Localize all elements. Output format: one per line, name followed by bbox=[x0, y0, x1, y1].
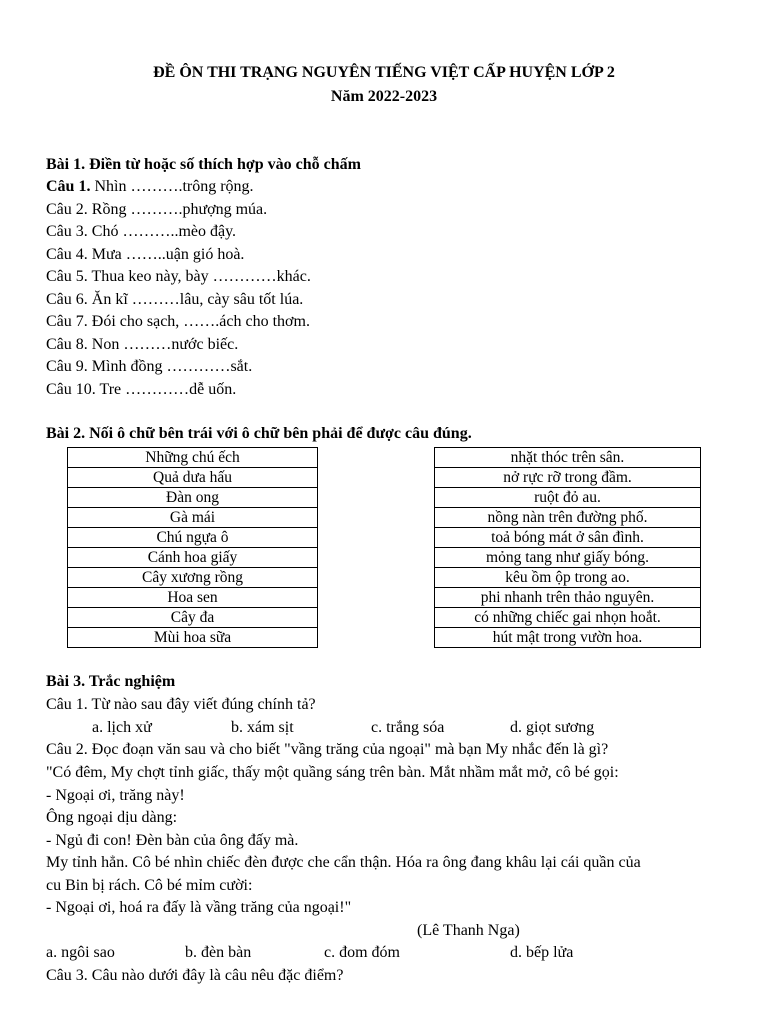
bai1-question-7: Câu 7. Đói cho sạch, …….ách cho thơm. bbox=[46, 313, 310, 330]
question-text: Nhìn ……….trông rộng. bbox=[90, 178, 254, 195]
right-cell: phi nhanh trên thảo nguyên. bbox=[435, 588, 701, 608]
left-cell: Gà mái bbox=[68, 508, 318, 528]
right-cell: hút mật trong vườn hoa. bbox=[435, 628, 701, 648]
q2-option-d: d. bếp lửa bbox=[510, 944, 574, 961]
question-label: Câu 1. bbox=[46, 178, 91, 195]
right-cell: nồng nàn trên đường phố. bbox=[435, 508, 701, 528]
bai1-question-9: Câu 9. Mình đồng …………sắt. bbox=[46, 358, 253, 375]
left-cell: Hoa sen bbox=[68, 588, 318, 608]
right-cell: nhặt thóc trên sân. bbox=[435, 448, 701, 468]
bai3-question-3: Câu 3. Câu nào dưới đây là câu nêu đặc điểm? bbox=[46, 967, 344, 984]
left-cell: Những chú ếch bbox=[68, 448, 318, 468]
q2-option-b: b. đèn bàn bbox=[185, 944, 252, 961]
passage-author: (Lê Thanh Nga) bbox=[417, 922, 520, 939]
right-column-table bbox=[434, 447, 701, 648]
bai1-question-5: Câu 5. Thua keo này, bày …………khác. bbox=[46, 268, 311, 285]
passage-line: cu Bin bị rách. Cô bé mỉm cười: bbox=[46, 877, 253, 894]
bai3-heading: Bài 3. Trắc nghiệm bbox=[46, 673, 176, 690]
right-cell: ruột đỏ au. bbox=[435, 488, 701, 508]
right-cell: toả bóng mát ở sân đình. bbox=[435, 528, 701, 548]
left-cell: Cây xương rồng bbox=[68, 568, 318, 588]
bai1-question-3: Câu 3. Chó ………..mèo đậy. bbox=[46, 223, 237, 240]
bai2-heading: Bài 2. Nối ô chữ bên trái với ô chữ bên phải để được câu đúng. bbox=[46, 425, 472, 442]
passage-line: - Ngoại ơi, hoá ra đấy là vầng trăng của ngoại!" bbox=[46, 899, 352, 916]
left-cell: Cánh hoa giấy bbox=[68, 548, 318, 568]
q2-option-c: c. đom đóm bbox=[324, 944, 400, 961]
left-cell: Chú ngựa ô bbox=[68, 528, 318, 548]
document-year: Năm 2022-2023 bbox=[330, 88, 438, 105]
passage-line: - Ngủ đi con! Đèn bàn của ông đấy mà. bbox=[46, 832, 299, 849]
bai3-question-1: Câu 1. Từ nào sau đây viết đúng chính tả? bbox=[46, 696, 316, 713]
q1-option-c: c. trắng sóa bbox=[371, 719, 445, 736]
bai1-question-4: Câu 4. Mưa ……..uận gió hoà. bbox=[46, 246, 245, 263]
bai1-question-1 bbox=[46, 177, 254, 197]
passage-line: Ông ngoại dịu dàng: bbox=[46, 809, 178, 826]
passage-line: - Ngoại ơi, trăng này! bbox=[46, 787, 185, 804]
bai3-question-2: Câu 2. Đọc đoạn văn sau và cho biết "vầng trăng của ngoại" mà bạn My nhắc đến là gì? bbox=[46, 741, 609, 758]
left-cell: Mùi hoa sữa bbox=[68, 628, 318, 648]
bai1-question-8: Câu 8. Non ………nước biếc. bbox=[46, 336, 239, 353]
document-title: ĐỀ ÔN THI TRẠNG NGUYÊN TIẾNG VIỆT CẤP HUYỆN LỚP 2 bbox=[153, 64, 615, 81]
left-column-table bbox=[67, 447, 318, 648]
left-cell: Quả dưa hấu bbox=[68, 468, 318, 488]
left-cell: Cây đa bbox=[68, 608, 318, 628]
right-cell: kêu ồm ộp trong ao. bbox=[435, 568, 701, 588]
right-cell: mỏng tang như giấy bóng. bbox=[435, 548, 701, 568]
bai1-question-6: Câu 6. Ăn kĩ ………lâu, cày sâu tốt lúa. bbox=[46, 291, 304, 308]
q1-option-b: b. xám sịt bbox=[231, 719, 294, 736]
right-cell: nở rực rỡ trong đầm. bbox=[435, 468, 701, 488]
q1-option-a: a. lịch xử bbox=[92, 719, 152, 736]
left-cell: Đàn ong bbox=[68, 488, 318, 508]
q1-option-d: d. giọt sương bbox=[510, 719, 595, 736]
bai1-heading: Bài 1. Điền từ hoặc số thích hợp vào chỗ chấm bbox=[46, 156, 361, 173]
bai1-question-10: Câu 10. Tre …………dễ uốn. bbox=[46, 381, 237, 398]
passage-line: My tỉnh hẳn. Cô bé nhìn chiếc đèn được che cẩn thận. Hóa ra ông đang khâu lại cái quần của bbox=[46, 854, 641, 871]
passage-line: "Có đêm, My chợt tỉnh giấc, thấy một quầng sáng trên bàn. Mắt nhầm mắt mở, cô bé gọi: bbox=[46, 764, 619, 781]
q2-option-a: a. ngôi sao bbox=[46, 944, 115, 961]
right-cell: có những chiếc gai nhọn hoắt. bbox=[435, 608, 701, 628]
bai1-question-2: Câu 2. Rồng ……….phượng múa. bbox=[46, 201, 268, 218]
